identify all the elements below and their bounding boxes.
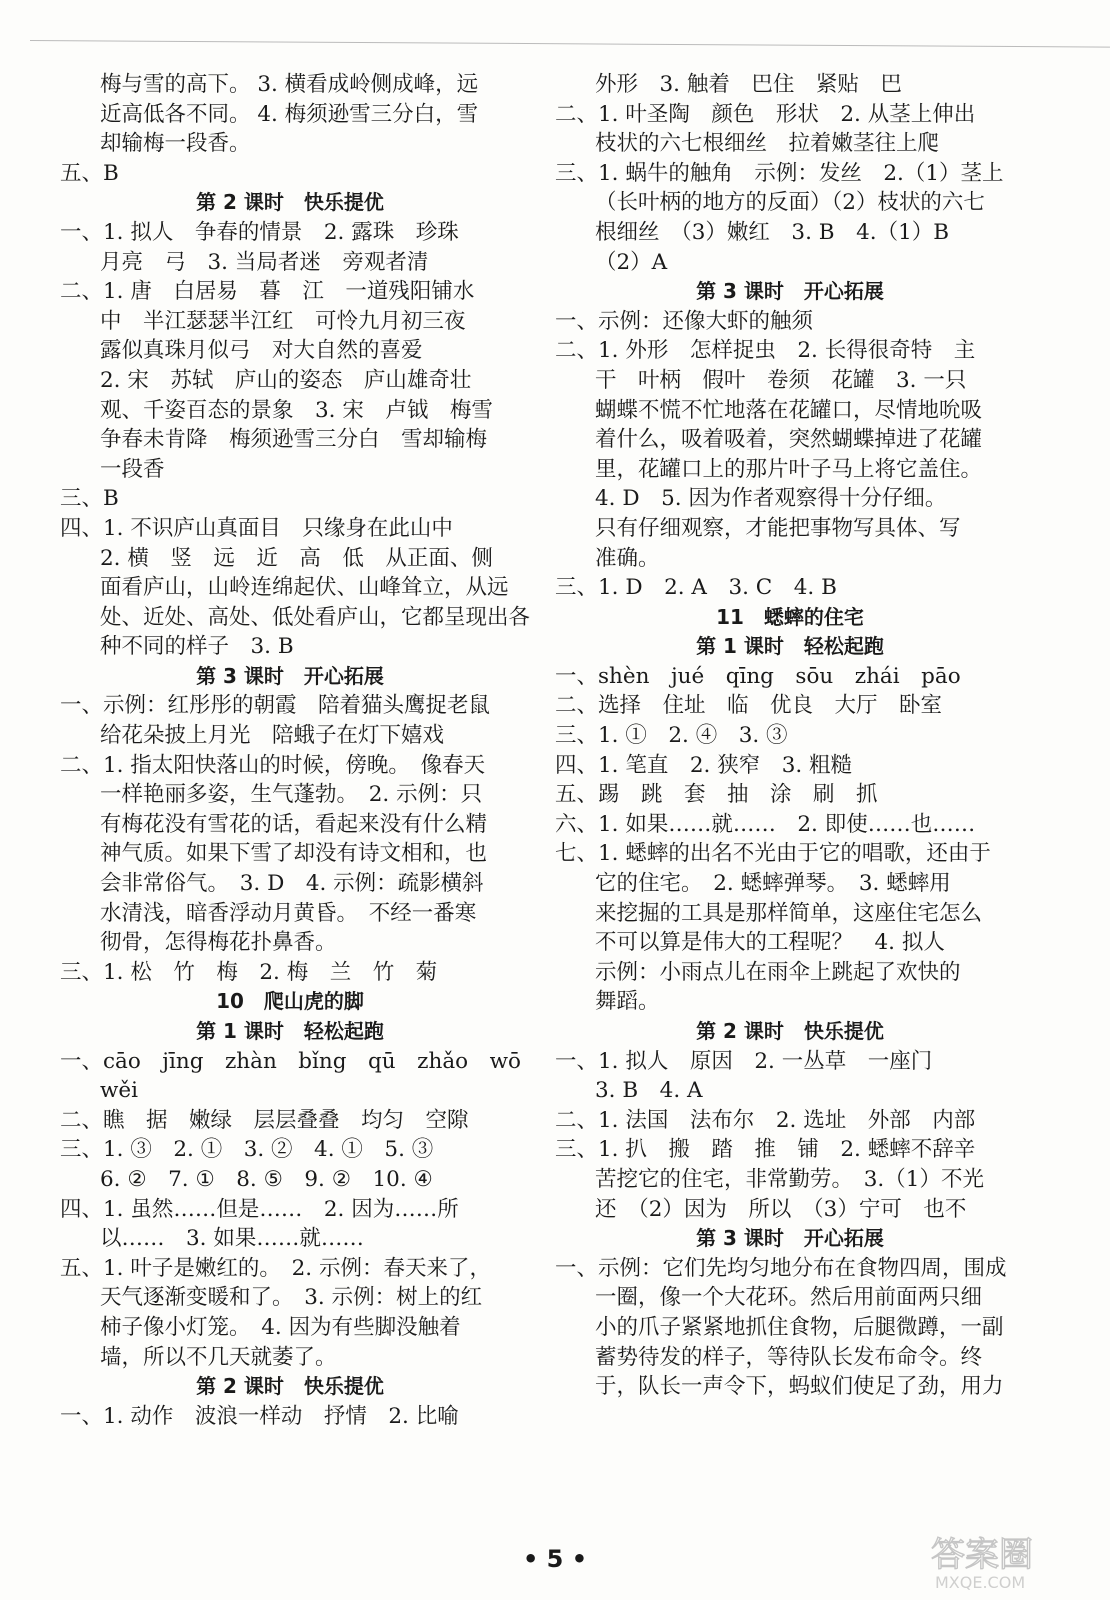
text-line: 只有仔细观察，才能把事物写具体、写 [595,515,961,541]
text-line: 着什么，吸着吸着，突然蝴蝶掉进了花罐 [595,427,983,453]
text-line: 2. 宋 苏轼 庐山的姿态 庐山雄奇壮 [100,367,472,393]
text-line: 五、踢 跳 套 抽 涂 刷 抓 [555,782,878,808]
text-line: 3. B 4. A [595,1078,703,1104]
section-heading: 10 爬山虎的脚 [216,989,364,1014]
text-line: 里，花罐口上的那片叶子马上将它盖住。 [595,456,983,482]
text-line: 墙，所以不几天就萎了。 [100,1344,337,1370]
text-line: 三、1. ① 2. ④ 3. ③ [555,723,788,749]
text-line: （2）A [595,249,668,275]
text-line: 舞蹈。 [595,989,660,1015]
text-line: 蓄势待发的样子，等待队长发布命令。终 [595,1344,983,1370]
text-line: 三、1. 松 竹 梅 2. 梅 兰 竹 菊 [60,959,438,985]
text-line: 月亮 弓 3. 当局者迷 旁观者清 [100,249,429,275]
text-line: 却输梅一段香。 [100,131,251,157]
text-line: 柿子像小灯笼。 4. 因为有些脚没触着 [100,1314,461,1340]
text-line: 三、1. 扒 搬 踏 推 铺 2. 蟋蟀不辞辛 [555,1137,976,1163]
text-line: 面看庐山，山岭连绵起伏、山峰耸立，从远 [100,575,509,601]
text-line: 三、B [60,486,119,512]
text-line: 干 叶柄 假叶 卷须 花罐 3. 一只 [595,367,967,393]
text-line: wěi [100,1078,139,1104]
section-heading: 第 1 课时 轻松起跑 [696,634,884,659]
text-line: 梅与雪的高下。 3. 横看成岭侧成峰，远 [100,72,479,97]
text-line: 会非常俗气。 3. D 4. 示例：疏影横斜 [100,871,484,897]
text-line: 二、1. 法国 法布尔 2. 选址 外部 内部 [555,1107,976,1133]
text-line: 一、shèn jué qīng sōu zhái pāo [555,663,961,689]
text-line: 一、示例：红彤彤的朝霞 陪着猫头鹰捉老鼠 [60,693,491,719]
text-line: 三、1. D 2. A 3. C 4. B [555,575,837,601]
watermark-main: 答案圈 [931,1535,1033,1575]
text-line: 给花朵披上月光 陪蛾子在灯下嬉戏 [100,723,445,749]
text-line: 露似真珠月似弓 对大自然的喜爱 [100,338,423,364]
section-heading: 第 2 课时 快乐提优 [196,1374,384,1399]
text-line: 二、1. 叶圣陶 颜色 形状 2. 从茎上伸出 [555,101,976,127]
text-line: 二、选择 住址 临 优良 大厅 卧室 [555,693,943,719]
text-line: 一样艳丽多姿，生气蓬勃。 2. 示例：只 [100,782,483,808]
text-line: 于，队长一声令下，蚂蚁们使足了劲，用力 [595,1374,1004,1400]
text-line: 二、1. 外形 怎样捉虫 2. 长得很奇特 主 [555,338,976,364]
text-line: 小的爪子紧紧地抓住食物，后腿微蹲，一副 [595,1314,1004,1340]
text-line: 天气逐渐变暖和了。 3. 示例：树上的红 [100,1285,483,1311]
text-line: 二、1. 指太阳快落山的时候，傍晚。 像春天 [60,752,486,778]
right-column [555,70,1025,1402]
text-line: 示例：小雨点儿在雨伞上跳起了欢快的 [595,959,961,985]
section-heading: 第 3 课时 开心拓展 [196,663,384,688]
text-line: 还 （2）因为 所以 （3）宁可 也不 [595,1196,967,1222]
text-line: 6. ② 7. ① 8. ⑤ 9. ② 10. ④ [100,1166,433,1192]
text-line: 三、1. ③ 2. ① 3. ② 4. ① 5. ③ [60,1137,434,1163]
text-line: 观、千姿百态的景象 3. 宋 卢钺 梅雪 [100,397,493,423]
text-line: 以…… 3. 如果……就…… [100,1226,364,1252]
top-rule [30,40,1110,48]
watermark-url: MXQE.COM [935,1573,1026,1592]
text-line: 二、瞧 据 嫩绿 层层叠叠 均匀 空隙 [60,1107,469,1133]
text-line: 五、B [60,160,119,186]
text-line: 2. 横 竖 远 近 高 低 从正面、侧 [100,545,493,571]
text-line: 来挖掘的工具是那样简单，这座住宅怎么 [595,900,983,926]
text-line: 外形 3. 触着 巴住 紧贴 巴 [595,72,902,97]
text-line: 一、cāo jīng zhàn bǐng qū zhǎo wō [60,1048,521,1074]
section-heading: 第 3 课时 开心拓展 [696,279,884,304]
text-line: 不可以算是伟大的工程呢？ 4. 拟人 [595,930,945,956]
watermark-logo [925,1528,1100,1592]
text-line: 四、1. 不识庐山真面目 只缘身在此山中 [60,515,453,541]
text-line: 一、示例：还像大虾的触须 [555,308,814,334]
text-line: 一、1. 动作 波浪一样动 抒情 2. 比喻 [60,1403,459,1429]
text-line: 近高低各不同。 4. 梅须逊雪三分白，雪 [100,101,479,127]
text-line: 四、1. 虽然……但是…… 2. 因为……所 [60,1196,459,1222]
text-line: 根细丝 （3）嫩红 3. B 4.（1）B [595,219,950,245]
text-line: 一圈，像一个大花环。然后用前面两只细 [595,1285,983,1311]
text-line: 种不同的样子 3. B [100,634,294,660]
section-heading: 11 蟋蟀的住宅 [716,604,864,629]
section-heading: 第 3 课时 开心拓展 [696,1226,884,1251]
text-line: 处、近处、高处、低处看庐山，它都呈现出各 [100,604,531,630]
text-line: 争春未肯降 梅须逊雪三分白 雪却输梅 [100,427,488,453]
text-line: 一、1. 拟人 原因 2. 一丛草 一座门 [555,1048,933,1074]
text-line: 有梅花没有雪花的话，看起来没有什么精 [100,811,488,837]
text-line: 神气质。如果下雪了却没有诗文相和，也 [100,841,488,867]
section-heading: 第 2 课时 快乐提优 [196,190,384,215]
section-heading: 第 1 课时 轻松起跑 [196,1019,384,1043]
text-line: 三、1. 蜗牛的触角 示例：发丝 2.（1）茎上 [555,160,1004,186]
text-line: 二、1. 唐 白居易 暮 江 一道残阳铺水 [60,279,475,305]
text-line: 准确。 [595,545,660,571]
text-line: 五、1. 叶子是嫩红的。 2. 示例：春天来了， [60,1255,491,1281]
page-number: • 5 • [522,1545,588,1573]
text-line: 六、1. 如果……就…… 2. 即使……也…… [555,811,976,837]
text-line: 蝴蝶不慌不忙地落在花罐口，尽情地吮吸 [595,397,983,423]
text-line: 一、示例：它们先均匀地分布在食物四周，围成 [555,1255,1007,1281]
text-line: （长叶柄的地方的反面）（2）枝状的六七 [595,190,985,216]
text-line: 枝状的六七根细丝 拉着嫩茎往上爬 [595,131,940,157]
text-line: 一、1. 拟人 争春的情景 2. 露珠 珍珠 [60,219,459,245]
section-heading: 第 2 课时 快乐提优 [696,1019,884,1043]
text-line: 七、1. 蟋蟀的出名不光由于它的唱歌，还由于 [555,841,991,867]
text-line: 彻骨，怎得梅花扑鼻香。 [100,930,337,956]
text-line: 4. D 5. 因为作者观察得十分仔细。 [595,486,947,512]
text-line: 四、1. 笔直 2. 狭窄 3. 粗糙 [555,752,853,778]
text-line: 中 半江瑟瑟半江红 可怜九月初三夜 [100,308,466,334]
text-line: 苦挖它的住宅，非常勤劳。 3.（1）不光 [595,1166,984,1192]
text-line: 它的住宅。 2. 蟋蟀弹琴。 3. 蟋蟀用 [595,871,951,897]
text-line: 水清浅，暗香浮动月黄昏。 不经一番寒 [100,900,477,926]
text-line: 一段香 [100,456,165,482]
left-column [60,70,531,1431]
